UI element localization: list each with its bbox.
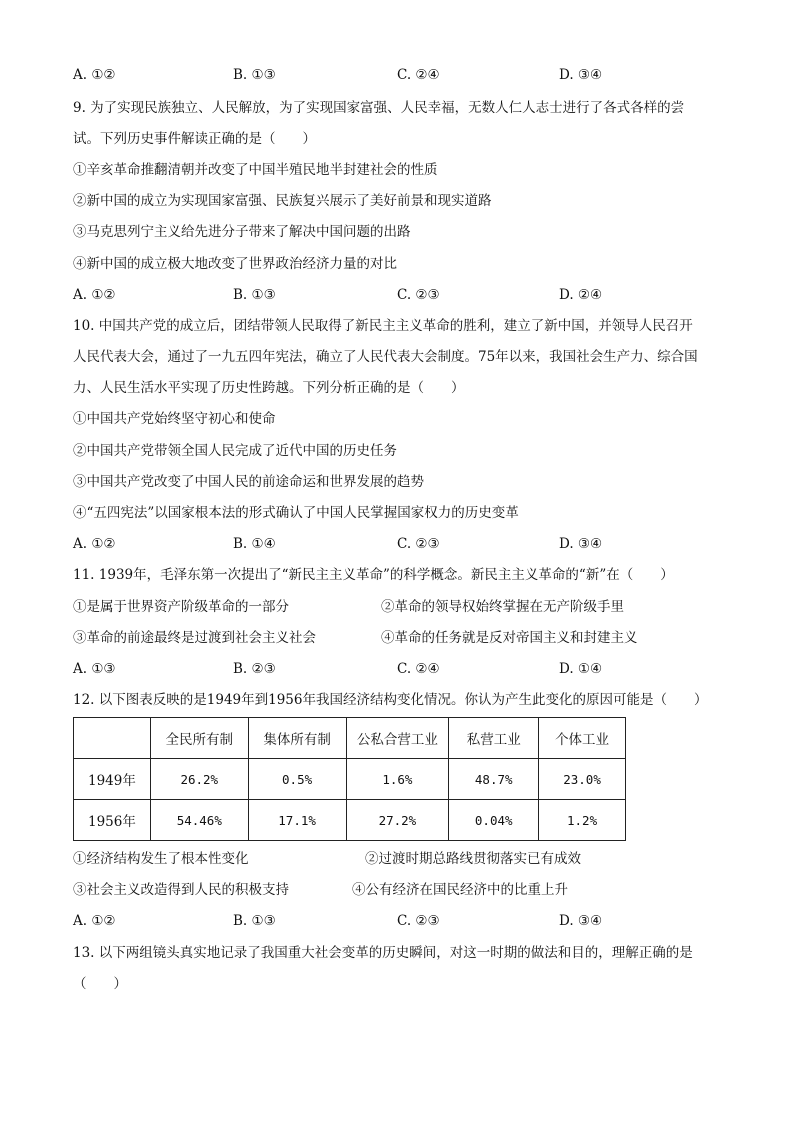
q13-stem-line2: （ ） xyxy=(73,976,127,992)
q9-item-3: ③马克思列宁主义给先进分子带来了解决中国问题的出路 xyxy=(73,224,411,240)
q10-stem-line1: 10. 中国共产党的成立后，团结带领人民取得了新民主主义革命的胜利，建立了新中国，并领导人民召开 xyxy=(73,318,693,334)
table-row xyxy=(74,800,626,841)
q10-option-a: A. ①② xyxy=(73,536,116,552)
q9-stem-line1: 9. 为了实现民族独立、人民解放，为了实现国家富强、人民幸福，无数人仁人志士进行了各式各样的尝 xyxy=(73,100,685,116)
table-cell: 17.1% xyxy=(248,800,346,841)
q13-stem-line1: 13. 以下两组镜头真实地记录了我国重大社会变革的历史瞬间，对这一时期的做法和目的，理解正确的是 xyxy=(73,945,693,961)
q11-option-b: B. ②③ xyxy=(233,661,276,677)
table-cell: 48.7% xyxy=(449,759,539,800)
q10-stem-line3: 力、人民生活水平实现了历史性跨越。下列分析正确的是（ ） xyxy=(73,380,465,396)
q9-option-c: C. ②③ xyxy=(397,287,440,303)
q10-option-b: B. ①④ xyxy=(233,536,276,552)
q11-stem: 11. 1939年，毛泽东第一次提出了“新民主主义革命”的科学概念。新民主主义革命的“新”在（ ） xyxy=(73,567,674,583)
q12-option-d: D. ③④ xyxy=(559,913,603,929)
table-cell: 27.2% xyxy=(346,800,449,841)
economic-structure-table xyxy=(73,717,626,841)
q8-option-d: D. ③④ xyxy=(559,67,603,83)
table-cell: 23.0% xyxy=(539,759,626,800)
table-header-cell: 私营工业 xyxy=(449,718,539,759)
q9-option-a: A. ①② xyxy=(73,287,116,303)
q11-items-row1 xyxy=(73,597,713,617)
q12-stem: 12. 以下图表反映的是1949年到1956年我国经济结构变化情况。你认为产生此变化的原因可能是（ ） xyxy=(73,692,708,708)
q10-item-2: ②中国共产党带领全国人民完成了近代中国的历史任务 xyxy=(73,443,397,459)
q12-items-row2 xyxy=(73,880,713,900)
q11-option-d: D. ①④ xyxy=(559,661,603,677)
table-cell: 0.5% xyxy=(248,759,346,800)
q10-options xyxy=(73,534,713,554)
q8-option-c: C. ②④ xyxy=(397,67,440,83)
q8-options xyxy=(73,65,713,85)
table-header-cell: 公私合营工业 xyxy=(346,718,449,759)
table-cell: 54.46% xyxy=(150,800,248,841)
table-row-label: 1956年 xyxy=(74,800,151,841)
q11-item-3: ③革命的前途最终是过渡到社会主义社会 xyxy=(73,630,316,646)
q9-option-b: B. ①③ xyxy=(233,287,276,303)
q11-item-2: ②革命的领导权始终掌握在无产阶级手里 xyxy=(381,599,624,615)
q10-item-3: ③中国共产党改变了中国人民的前途命运和世界发展的趋势 xyxy=(73,474,424,490)
q12-option-c: C. ②③ xyxy=(397,913,440,929)
q11-options xyxy=(73,659,713,679)
q11-option-a: A. ①③ xyxy=(73,661,116,677)
q10-option-c: C. ②③ xyxy=(397,536,440,552)
q11-item-1: ①是属于世界资产阶级革命的一部分 xyxy=(73,599,289,615)
q10-stem-line2: 人民代表大会，通过了一九五四年宪法，确立了人民代表大会制度。75年以来，我国社会生产力、综合国 xyxy=(73,349,698,365)
q12-item-2: ②过渡时期总路线贯彻落实已有成效 xyxy=(365,851,581,867)
q12-items-row1 xyxy=(73,849,713,869)
q12-options xyxy=(73,911,713,931)
q9-options xyxy=(73,285,713,305)
q10-item-1: ①中国共产党始终坚守初心和使命 xyxy=(73,411,276,427)
q9-item-2: ②新中国的成立为实现国家富强、民族复兴展示了美好前景和现实道路 xyxy=(73,193,492,209)
q9-option-d: D. ②④ xyxy=(559,287,603,303)
q12-option-b: B. ①③ xyxy=(233,913,276,929)
table-header-cell: 集体所有制 xyxy=(248,718,346,759)
q11-items-row2 xyxy=(73,628,713,648)
q10-option-d: D. ③④ xyxy=(559,536,603,552)
table-cell: 1.6% xyxy=(346,759,449,800)
q12-item-4: ④公有经济在国民经济中的比重上升 xyxy=(352,882,568,898)
table-cell: 1.2% xyxy=(539,800,626,841)
q9-item-1: ①辛亥革命推翻清朝并改变了中国半殖民地半封建社会的性质 xyxy=(73,162,438,178)
table-header-cell xyxy=(74,718,151,759)
q11-option-c: C. ②④ xyxy=(397,661,440,677)
q11-item-4: ④革命的任务就是反对帝国主义和封建主义 xyxy=(381,630,638,646)
q8-option-b: B. ①③ xyxy=(233,67,276,83)
table-header-cell: 全民所有制 xyxy=(150,718,248,759)
q12-item-3: ③社会主义改造得到人民的积极支持 xyxy=(73,882,289,898)
table-cell: 0.04% xyxy=(449,800,539,841)
q8-option-a: A. ①② xyxy=(73,67,116,83)
table-header-cell: 个体工业 xyxy=(539,718,626,759)
table-cell: 26.2% xyxy=(150,759,248,800)
q12-item-1: ①经济结构发生了根本性变化 xyxy=(73,851,249,867)
q10-item-4: ④“五四宪法”以国家根本法的形式确认了中国人民掌握国家权力的历史变革 xyxy=(73,505,519,521)
table-row xyxy=(74,759,626,800)
q9-item-4: ④新中国的成立极大地改变了世界政治经济力量的对比 xyxy=(73,256,397,272)
q9-stem-line2: 试。下列历史事件解读正确的是（ ） xyxy=(73,131,316,147)
table-header-row xyxy=(74,718,626,759)
q12-option-a: A. ①② xyxy=(73,913,116,929)
table-row-label: 1949年 xyxy=(74,759,151,800)
